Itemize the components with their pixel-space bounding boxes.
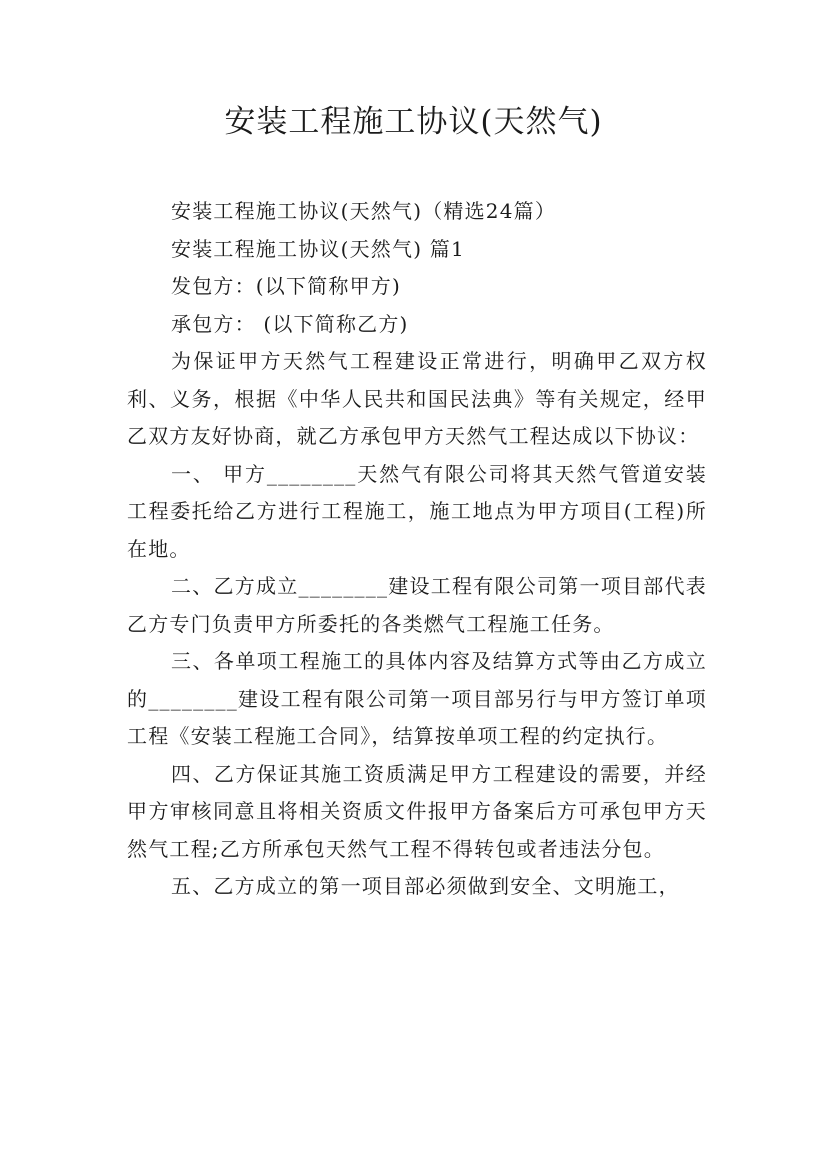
document-body — [127, 193, 707, 906]
paragraph-party-b: 承包方： (以下简称乙方) — [171, 311, 409, 336]
document-title: 安装工程施工协议(天然气) — [224, 104, 603, 140]
paragraph-party-a: 发包方：(以下简称甲方) — [171, 274, 402, 298]
paragraph-clause-4: 四、乙方保证其施工资质满足甲方工程建设的需要，并经甲方审核同意且将相关资质文件报甲方备案后方可承包甲方天然气工程;乙方所承包天然气工程不得转包或者违法分包。 — [127, 761, 707, 861]
paragraph-preamble: 为保证甲方天然气工程建设正常进行，明确甲乙双方权利、义务，根据《中华人民共和国民法典》等有关规定，经甲乙双方友好协商，就乙方承包甲方天然气工程达成以下协议： — [127, 349, 707, 448]
paragraph-section-heading: 安装工程施工协议(天然气) 篇1 — [171, 236, 465, 261]
paragraph-clause-5: 五、乙方成立的第一项目部必须做到安全、文明施工， — [171, 874, 680, 898]
paragraph-clause-3: 三、各单项工程施工的具体内容及结算方式等由乙方成立的________建设工程有限公司第一项目部另行与甲方签订单项工程《安装工程施工合同》，结算按单项工程的约定执行。 — [127, 649, 707, 748]
paragraph-subtitle: 安装工程施工协议(天然气)（精选24篇） — [171, 199, 557, 223]
paragraph-clause-1: 一、 甲方________天然气有限公司将其天然气管道安装工程委托给乙方进行工程施工，施工地点为甲方项目(工程)所在地。 — [127, 461, 707, 561]
paragraph-clause-2: 二、乙方成立________建设工程有限公司第一项目部代表乙方专门负责甲方所委托的各类燃气工程施工任务。 — [127, 574, 707, 636]
